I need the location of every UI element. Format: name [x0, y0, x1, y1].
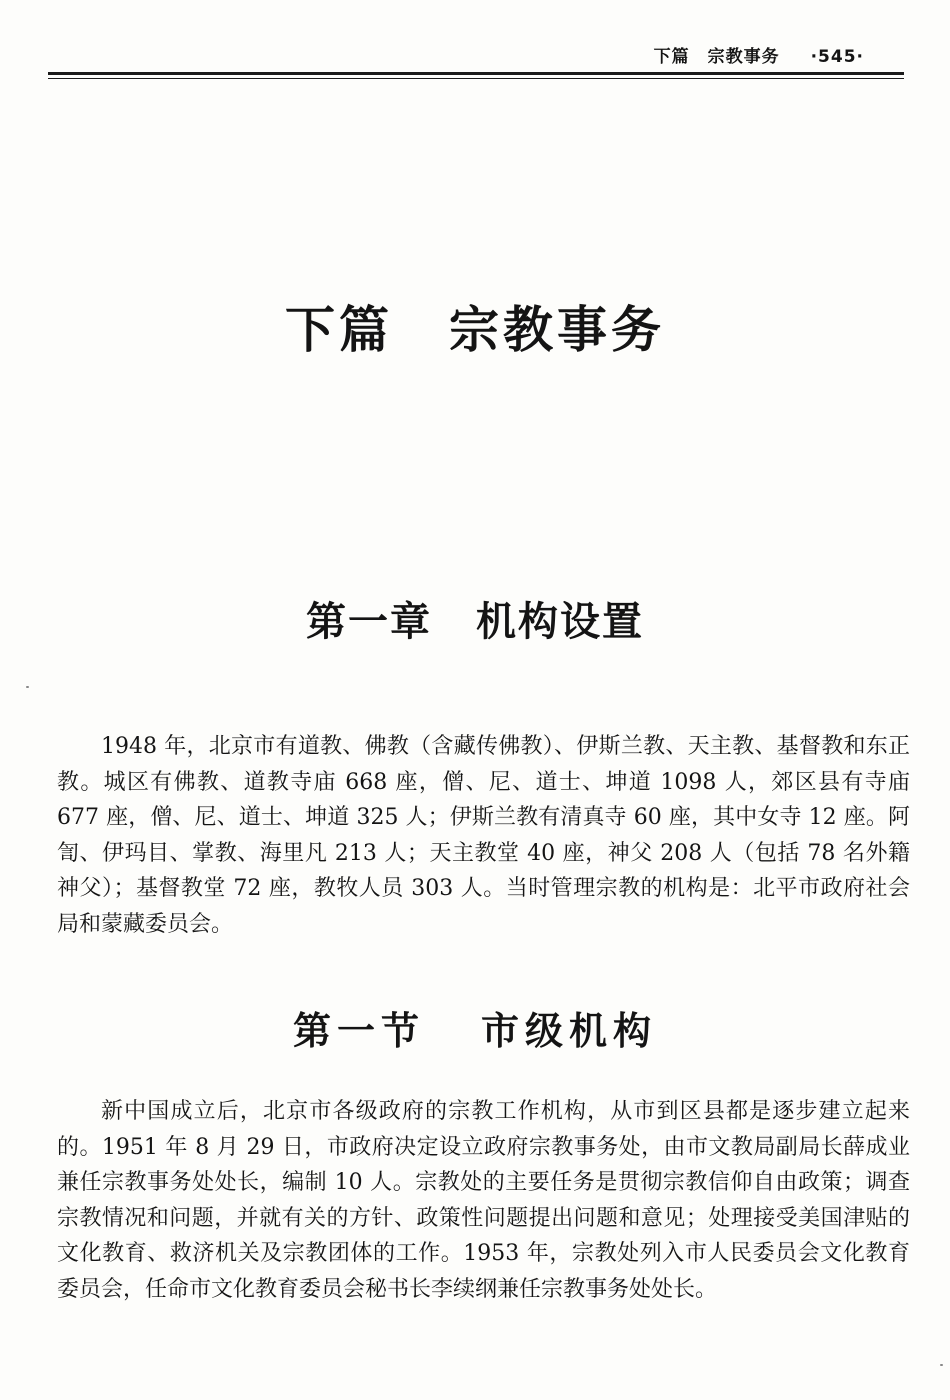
- section-body-paragraph: 新中国成立后，北京市各级政府的宗教工作机构，从市到区县都是逐步建立起来的。1951 年 8 月 29 日，市政府决定设立政府宗教事务处，由市文教局副局长薛成业兼任宗教事务处处长，编制 10 人。宗教处的主要任务是贯彻宗教信仰自由政策；调查宗教情况和问题，并就有关的方针、政策性问题提出问题和意见；处理接受美国津贴的文化教育、救济机关及宗教团体的工作。1953 年，宗教处列入市人民委员会文化教育委员会，任命市文化教育委员会秘书长李续纲兼任宗教事务处处长。: [57, 1099, 910, 1302]
- page-number: ·545·: [810, 47, 864, 67]
- section-title: [0, 1000, 950, 1055]
- chapter-title: [0, 590, 950, 647]
- header-rule-thick: [48, 72, 904, 75]
- section-title-name: 市级机构: [481, 1008, 658, 1053]
- running-header: [48, 40, 904, 66]
- scan-speck: [26, 686, 29, 688]
- header-rule-thin: [48, 78, 904, 79]
- header-section-name: 下篇 宗教事务: [653, 47, 780, 67]
- chapter-title-prefix: 第一章: [306, 599, 432, 645]
- part-title-name: 宗教事务: [449, 301, 665, 359]
- section-title-prefix: 第一节: [292, 1008, 425, 1053]
- header-text: [654, 42, 864, 67]
- scan-speck: [940, 1364, 943, 1366]
- intro-paragraph: 1948 年，北京市有道教、佛教（含藏传佛教）、伊斯兰教、天主教、基督教和东正教。城区有佛教、道教寺庙 668 座，僧、尼、道士、坤道 1098 人，郊区县有寺庙 677 座，僧、尼、道士、坤道 325 人；伊斯兰教有清真寺 60 座，其中女寺 12 座。阿訇、伊玛目、掌教、海里凡 213 人；天主教堂 40 座，神父 208 人（包括 78 名外籍神父）；基督教堂 72 座，教牧人员 303 人。当时管理宗教的机构是：北平市政府社会局和蒙藏委员会。: [57, 734, 910, 937]
- part-title: [0, 290, 950, 362]
- part-title-prefix: 下篇: [285, 301, 393, 359]
- chapter-title-name: 机构设置: [476, 599, 644, 645]
